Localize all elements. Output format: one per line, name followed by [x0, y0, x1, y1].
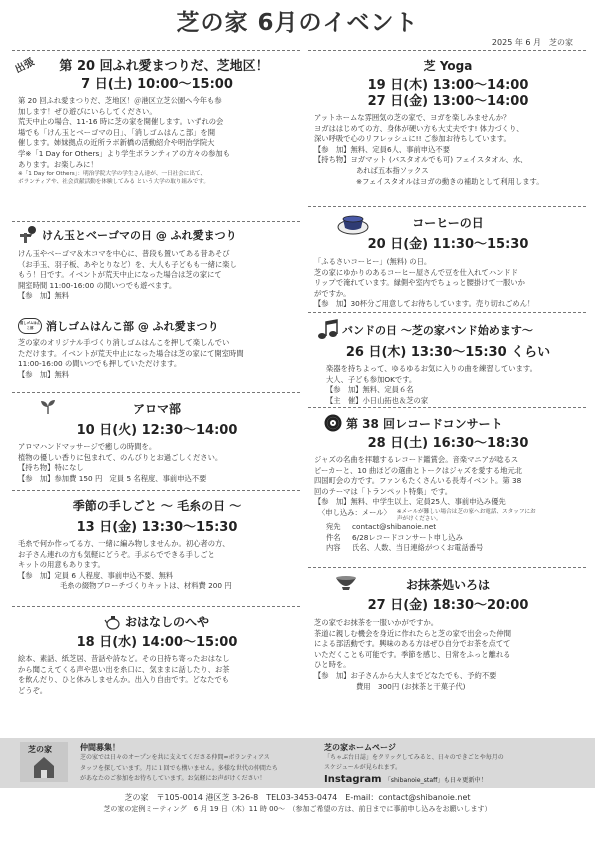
yoga-line: 深い呼吸で心のリフレッシュに!! ご参加お待ちしています。	[314, 134, 511, 144]
fee-label: 【参 加】	[18, 570, 55, 580]
right-column	[308, 50, 586, 696]
yoga-time-1: 19 日(木) 13:00〜14:00	[367, 78, 529, 93]
record-body	[314, 455, 582, 554]
fee-value: 参加費 150 円 定員 5 名程度、事前申込不要	[54, 473, 207, 483]
matcha-line: ひと時を。	[314, 660, 351, 670]
homepage-line: スケジュールが見られます。	[324, 764, 402, 771]
footer	[0, 792, 595, 815]
issue-date: 2025 年 6 月 芝の家	[491, 38, 573, 47]
left-column	[12, 50, 300, 695]
fee-value: お子さんから大人までどなたでも、予約不要	[350, 670, 497, 680]
band-title: バンドの日 〜芝の家バンド始めます〜	[342, 324, 533, 337]
bring-label: 【持ち物】	[314, 155, 351, 165]
kendama-title: けん玉とベーゴマの日 @ ふれ愛まつり	[42, 229, 237, 242]
ohanashi-line: から聞こえてくる声や思い出を糸口に、気ままに話したり、お茶	[18, 664, 230, 674]
record-time: 28 日(土) 16:30〜18:30	[367, 436, 529, 451]
furiai-line: 第 20 回ふれ愛まつりだ、芝地区！＠港区立芝公園へ今年も参	[18, 96, 222, 105]
subject-value: 6/28レコードコンサート申し込み	[352, 532, 463, 542]
band-time: 26 日(木) 13:30〜15:30 くらい	[345, 345, 551, 360]
hanko-line: 芝の家のオリジナル手づくり消しゴムはんこを押して楽しんでい	[18, 338, 230, 347]
header	[0, 0, 595, 46]
vinyl-record-icon	[324, 414, 342, 432]
record-to-row	[314, 522, 582, 533]
recruit-title: 仲間募集！	[80, 743, 120, 752]
yoga-bring-row	[314, 155, 582, 166]
fee-value: 無料、定員６名	[362, 385, 414, 395]
tegoto-fee-row	[18, 571, 296, 582]
kendama-line: （お手玉、羽子板、あやとりなど）を、大人も子どもも一緒に楽し	[18, 259, 237, 269]
homepage-title: 芝の家ホームページ	[324, 743, 396, 752]
ohanashi-body	[18, 654, 296, 696]
tegoto-fee-detail: 毛糸の綴物ブローチづくりキットは、材料費 200 円	[60, 581, 232, 591]
furiai-time: 7 日(土) 10:00〜15:00	[81, 77, 233, 92]
host-label: 【主 催】	[326, 395, 363, 405]
matcha-line: 芝の家でお抹茶を一服いかがですか。	[314, 618, 439, 627]
furiai-note	[18, 171, 296, 186]
fee-value: 無料	[54, 369, 70, 379]
hanko-stamp-icon: 消しゴムはんこ部	[18, 318, 42, 334]
furiai-line: 加します！ぜひ遊びにいらしてください。	[18, 106, 157, 116]
aroma-fee-row	[18, 474, 296, 485]
matcha-body	[314, 618, 582, 692]
record-line: ジャズの名曲を拝聴するレコード鑑賞会。音楽マニアが唸るス	[314, 455, 519, 464]
section-ohanashi	[12, 607, 300, 695]
fee-label: 【参 加】	[18, 473, 55, 483]
homepage-box	[318, 738, 588, 788]
bring-value: ヨガマット (バスタオルでも可) フェイスタオル、水、	[350, 155, 528, 165]
section-coffee	[308, 207, 586, 313]
fee-value: 無料、中学生以上、定員25人、事前申込み優先	[350, 497, 506, 507]
fee-label: 【参 加】	[18, 291, 55, 301]
record-apply-row	[314, 508, 582, 522]
furiai-body	[18, 96, 296, 170]
dispatch-badge: 出張	[13, 56, 37, 76]
section-band	[308, 313, 586, 408]
tegoto-title: 季節の手しごと 〜 毛糸の日 〜	[72, 499, 242, 513]
fee-value: 定員 6 人程度、事前申込不要、無料	[54, 570, 174, 580]
record-content-row	[314, 543, 582, 554]
aroma-line: 植物の優しい香りに包まれて、のんびりとお過ごしください。	[18, 452, 223, 462]
fee-label: 【参 加】	[314, 144, 351, 154]
to-label: 宛先	[326, 522, 341, 532]
host-value: 小日山拓也＆芝の家	[362, 395, 429, 405]
instagram-row[interactable]	[324, 774, 582, 785]
bring-label: 【持ち物】	[18, 463, 55, 473]
tegoto-body	[18, 539, 296, 592]
coffee-fee-row	[314, 299, 582, 310]
section-tegoto	[12, 491, 300, 607]
hanko-line: 11:00-16:00 の間いつでも押していただけます。	[18, 359, 182, 369]
tea-bowl-icon	[334, 574, 358, 590]
furiai-line: 催します。姉妹拠点の近所ラボ新橋の活動紹介や明治学院大	[18, 138, 215, 148]
footer-meeting: 芝の家の定例ミーティング 6 月 19 日（木）11 時 00〜 （参加ご希望の方は、前日までに事前申し込みをお願いします）	[103, 805, 492, 813]
matcha-time: 27 日(金) 18:30〜20:00	[367, 598, 529, 613]
ohanashi-title: おはなしのへや	[124, 615, 209, 629]
yoga-body	[314, 113, 582, 187]
fee-label: 【参 加】	[314, 299, 351, 309]
yoga-line: アットホームな雰囲気の芝の家で、ヨガを楽しみませんか？	[314, 113, 511, 122]
ohanashi-line: どうぞ。	[18, 685, 48, 695]
section-furiai	[12, 50, 300, 222]
furiai-title: 第 20 回ふれ愛まつりだ、芝地区！	[59, 59, 269, 74]
coffee-line: 「ふるさいコーヒー」(無料) の日。	[314, 257, 432, 266]
matcha-cost: 費用 300円 (お抹茶と干菓子代)	[356, 681, 466, 691]
hanko-title: 消しゴムはんこ部 @ ふれ愛まつり	[46, 320, 219, 333]
matcha-line: いただくことも可能です。季節を感じ、日常をふっと離れる	[314, 649, 511, 659]
tegoto-line: キットの用意もあります。	[18, 560, 105, 570]
yoga-bring-note: ※フェイスタオルはヨガの動きの補助として利用します。	[356, 176, 544, 186]
matcha-title: お抹茶処いろは	[405, 578, 490, 592]
info-band	[0, 738, 595, 788]
tegoto-line: お子さん連れの方も気軽にどうぞ。手ぶらでできる手しごと	[18, 549, 215, 559]
leaf-sprout-icon	[38, 399, 58, 415]
ohanashi-line: を飲んだり、ひと休みしませんか。出入り自由です。どなたでも	[18, 675, 230, 685]
coffee-line: 芝の家にゆかりのあるコーヒー屋さんで豆を仕入れてハンドド	[314, 267, 519, 277]
kendama-line: もう！日です。イベントが荒天中止になった場合は芝の家にて	[18, 270, 222, 280]
instagram-label[interactable]: Instagram	[324, 774, 382, 785]
furiai-line: 荒天中止の場合、11-16 時に芝の家を開催します。いずれの会	[18, 117, 224, 127]
yoga-title: 芝 Yoga	[423, 59, 473, 73]
ohanashi-line: 絵本、素話、紙芝居、昔話や詩など。その日持ち寄ったおはなし	[18, 654, 230, 663]
fee-label: 【参 加】	[314, 670, 351, 680]
fee-value: 無料	[54, 291, 70, 301]
fee-value: 30杯分ご用意してお待ちしています。売り切れごめん！	[350, 299, 535, 309]
recruit-line: があなたのご参加をお待ちしています。お気軽にお声がけください！	[80, 775, 266, 782]
yoga-fee-row	[314, 145, 582, 156]
hanko-body	[18, 338, 296, 380]
coffee-line: リップで淹れています。縁側や室内でちょっと腰掛けて一服いか	[314, 278, 525, 288]
coffee-line: がですか。	[314, 288, 351, 298]
kendama-line: けん玉やベーゴマ＆木コマを中心に、普段も置いてある昔あそび	[18, 249, 230, 258]
kendama-body	[18, 249, 296, 302]
hanko-fee-row	[18, 370, 296, 381]
teapot-icon	[105, 614, 121, 630]
bring-value: 特になし	[54, 463, 84, 473]
record-title: 第 38 回レコードコンサート	[346, 416, 503, 431]
yoga-bring-detail: あれば五本指ソックス	[356, 165, 429, 175]
yoga-line: ヨガははじめての方、身体が硬い方も大丈夫です! 体力づくり、	[314, 123, 524, 133]
record-subject-row	[314, 533, 582, 544]
aroma-time: 10 日(火) 12:30〜14:00	[76, 423, 238, 438]
section-matcha	[308, 568, 586, 696]
aroma-line: アロマハンドマッサージで癒しの時間を。	[18, 442, 157, 451]
recruit-box	[12, 738, 302, 788]
coffee-body	[314, 257, 582, 310]
footer-address: 芝の家 〒105-0014 港区芝 3-26-8 TEL03-3453-0474 E-mail：contact@shibanoie.net	[124, 793, 471, 802]
ohanashi-time: 18 日(水) 14:00〜15:00	[76, 635, 238, 650]
yoga-time-2: 27 日(金) 13:00〜14:00	[367, 94, 529, 109]
section-hanko	[12, 315, 300, 393]
fee-label: 【参 加】	[18, 369, 55, 379]
coffee-cup-icon	[336, 213, 370, 235]
aroma-title: アロマ部	[132, 402, 181, 416]
homepage-line: 「ちゃぶ台日誌」をクリックしてみると、日々のできごとや毎月の	[324, 754, 504, 761]
fee-value: 無料、定員6人、事前申込不要	[350, 144, 450, 154]
recruit-line: 芝の家では日々のオープンを共に支えてくださる仲間=ボランティアス	[80, 754, 270, 761]
apply-label: 〈申し込み：メール〉	[318, 507, 391, 517]
aroma-bring-row	[18, 463, 296, 474]
fee-label: 【参 加】	[326, 385, 363, 395]
logo-text: 芝の家	[28, 745, 52, 754]
section-yoga	[308, 50, 586, 207]
record-line: 回のテーマは「トランペット特集」です。	[314, 486, 453, 496]
apply-note: ※メールが難しい場合は芝の家へお電話、スタッフにお声がけください。	[396, 508, 536, 522]
note-line: ※「1 Day for Others」：明治学院大学の学生さん達が、一日社会に出て、	[18, 171, 207, 178]
record-line: 四国町会の方です。ファンもたくさんいる長寿イベント。第 38	[314, 476, 522, 486]
band-body	[314, 364, 582, 406]
kendama-fee-row	[18, 291, 296, 302]
fee-label: 【参 加】	[314, 497, 351, 507]
shibanoie-logo	[20, 742, 68, 782]
band-host-row	[326, 396, 582, 407]
section-aroma	[12, 393, 300, 491]
matcha-fee-row	[314, 671, 582, 682]
subject-label: 件名	[326, 532, 341, 542]
band-fee-row	[326, 385, 582, 396]
record-fee-row	[314, 497, 582, 508]
matcha-line: による部活動です。興味のある方はぜひ自分でお茶を点てて	[314, 639, 511, 649]
furiai-line: 場でも「けん玉とベーゴマの日」、「消しゴムはんこ部」を開	[18, 127, 216, 137]
kendama-icon	[18, 225, 38, 245]
recruit-line: タッフを探しています。月に１回でも構いません。多様な世代の仲間たち	[80, 764, 278, 772]
coffee-time: 20 日(金) 11:30〜15:30	[367, 237, 529, 252]
instagram-handle[interactable]: 「shibanoie_staff」も日々更新中！	[384, 777, 487, 784]
hanko-line: ただけます。イベントが荒天中止になった場合は芝の家にて開室時間	[18, 348, 244, 358]
furiai-line: あります。お楽しみに！	[18, 159, 98, 169]
contact-email-link[interactable]: contact@shibanoie.net	[352, 522, 437, 532]
homepage-body	[324, 753, 582, 773]
matcha-line: 茶道に親しむ機会を身近に作れたらと芝の家で出会った仲間	[314, 628, 512, 638]
band-line: 楽器を持ちよって、ゆるゆるお気に入りの曲を練習しています。	[326, 364, 537, 373]
coffee-title: コーヒーの日	[412, 216, 484, 230]
section-record	[308, 408, 586, 568]
tegoto-line: 毛糸で何か作ってる方、一緒に編み物しませんか。初心者の方、	[18, 539, 230, 548]
record-line: ピーカーと、10 曲ほどの選曲とトークはジャズを愛する地元北	[314, 465, 523, 475]
tegoto-time: 13 日(金) 13:30〜15:30	[76, 520, 238, 535]
page-title: 芝の家 6月のイベント	[176, 10, 419, 36]
aroma-body	[18, 442, 296, 484]
band-line: 大人、子ども参加OKです。	[326, 374, 417, 384]
kendama-line: 開室時間 11:00-16:00 の間いつでも遊べます。	[18, 280, 177, 290]
content-label: 内容	[326, 543, 341, 553]
section-kendama	[12, 222, 300, 315]
content-value: 氏名、人数、当日連絡がつくお電話番号	[352, 543, 484, 553]
recruit-body	[80, 753, 302, 785]
music-note-icon	[316, 319, 338, 341]
note-line: ボランティアや、社会貢献活動を体験してみる という大学の取り組みです。	[18, 178, 209, 185]
furiai-line: 学※「1 Day for Others」より学生ボランティアの方々の参加も	[18, 148, 231, 158]
